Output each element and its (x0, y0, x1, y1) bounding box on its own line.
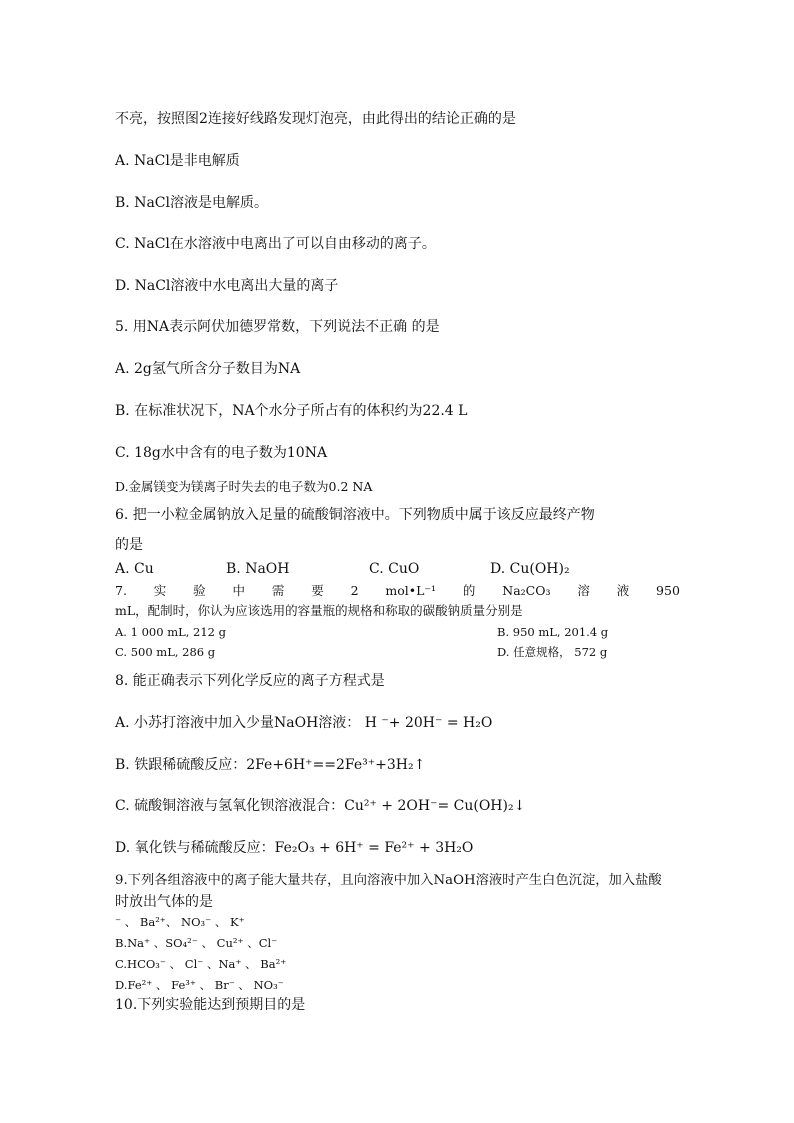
option-b: B. NaOH (226, 561, 290, 577)
option-c: C. 硫酸铜溶液与氢氧化钡溶液混合：Cu²⁺ + 2OH⁻= Cu(OH)₂↓ (115, 798, 526, 814)
question-7-word: 7. (115, 583, 127, 598)
option-b: B. 在标准状况下，NA个水分子所占有的体积约为22.4 L (115, 403, 468, 419)
question-7-word: 950 (656, 583, 680, 598)
question-7-word: 要 (311, 583, 324, 598)
question-9-continued: 时放出气体的是 (115, 894, 213, 910)
option-c: C. 500 mL, 286 g (115, 645, 216, 659)
question-7-word: 2 (350, 583, 359, 598)
question-7-word: 需 (271, 583, 285, 598)
option-a: A. NaCl是非电解质 (115, 153, 240, 169)
text-line: 不亮，按照图2连接好线路发现灯泡亮，由此得出的结论正确的是 (115, 111, 516, 127)
question-7-word: Na₂CO₃ (502, 583, 551, 598)
option-c: C. CuO (369, 561, 420, 577)
question-6: 6. 把一小粒金属钠放入足量的硫酸铜溶液中。下列物质中属于该反应最终产物 (115, 507, 595, 523)
option-a: A. 1 000 mL, 212 g (115, 625, 227, 639)
option-d: D.金属镁变为镁离子时失去的电子数为0.2 NA (115, 479, 373, 494)
question-8: 8. 能正确表示下列化学反应的离子方程式是 (115, 673, 385, 689)
question-7 (115, 583, 680, 599)
question-7-word: 中 (232, 583, 246, 598)
option-b: B. 950 mL, 201.4 g (497, 625, 609, 639)
question-7-word: 液 (616, 583, 630, 598)
question-7-word: mol•L⁻¹ (385, 583, 437, 598)
option-b: B. NaCl溶液是电解质。 (115, 195, 268, 211)
question-7-word: 实 (153, 583, 167, 598)
question-7-continued: mL，配制时，你认为应该选用的容量瓶的规格和称取的碳酸钠质量分别是 (115, 603, 523, 618)
option-d: D.Fe²⁺ 、 Fe³⁺ 、 Br⁻ 、 NO₃⁻ (115, 978, 284, 992)
option-a-partial: ⁻ 、 Ba²⁺、 NO₃⁻ 、 K⁺ (115, 915, 245, 929)
question-7-word: 验 (193, 583, 206, 598)
option-d: D. 氧化铁与稀硫酸反应：Fe₂O₃ + 6H⁺ = Fe²⁺ + 3H₂O (115, 840, 474, 856)
question-7-word: 的 (462, 583, 476, 598)
question-6-continued: 的是 (115, 537, 143, 553)
question-7-word: 溶 (577, 583, 590, 598)
option-a: A. 小苏打溶液中加入少量NaOH溶液： H ⁻+ 20H⁻ = H₂O (115, 715, 493, 731)
option-c: C.HCO₃⁻ 、 Cl⁻ 、Na⁺ 、 Ba²⁺ (115, 957, 287, 971)
question-10: 10.下列实验能达到预期目的是 (115, 997, 306, 1013)
option-a: A. 2g氢气所含分子数目为NA (115, 361, 301, 377)
option-b: B. 铁跟稀硫酸反应：2Fe+6H⁺==2Fe³⁺+3H₂↑ (115, 757, 426, 773)
option-b: B.Na⁺ 、SO₄²⁻ 、 Cu²⁺ 、Cl⁻ (115, 936, 278, 950)
question-5: 5. 用NA表示阿伏加德罗常数，下列说法不正确 的是 (115, 319, 440, 335)
option-d: D. NaCl溶液中水电离出大量的离子 (115, 278, 339, 294)
option-d: D. 任意规格， 572 g (497, 645, 608, 659)
option-c: C. NaCl在水溶液中电离出了可以自由移动的离子。 (115, 236, 436, 252)
question-9: 9.下列各组溶液中的离子能大量共存，且向溶液中加入NaOH溶液时产生白色沉淀，加入盐酸 (115, 873, 662, 888)
option-a: A. Cu (115, 561, 154, 577)
option-c: C. 18g水中含有的电子数为10NA (115, 445, 328, 461)
option-d: D. Cu(OH)₂ (490, 561, 570, 577)
